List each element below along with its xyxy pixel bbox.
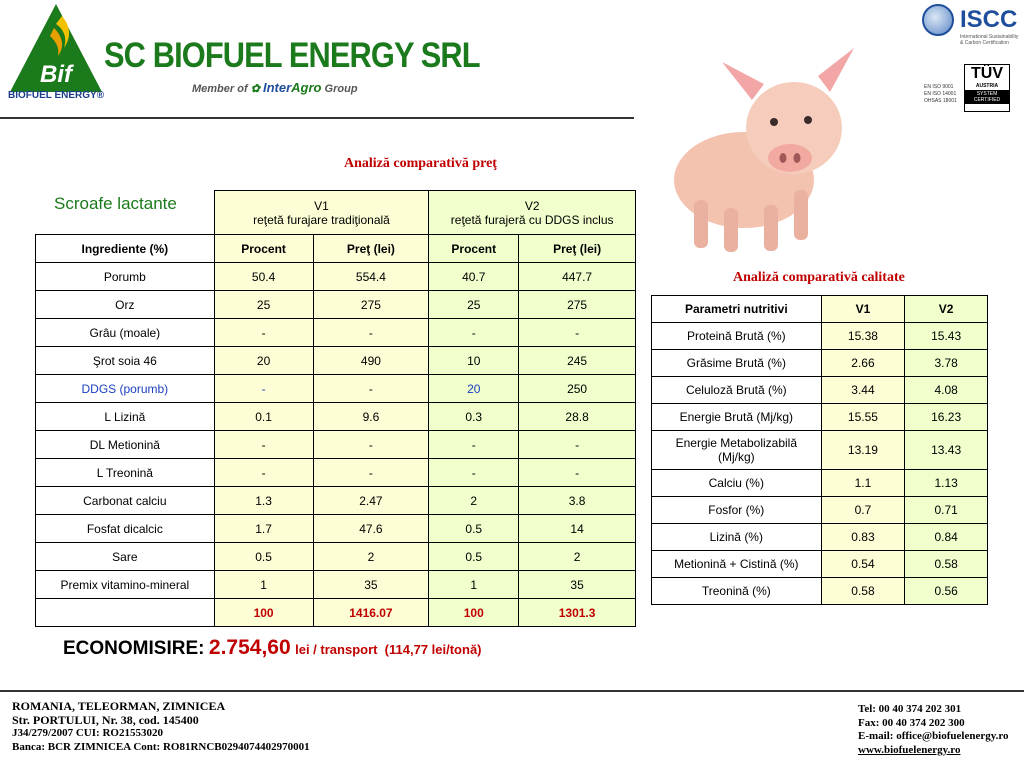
v2-percent: 2: [429, 487, 519, 515]
v1-price: 554.4: [313, 263, 429, 291]
v2-percent: 0.5: [429, 515, 519, 543]
v1-price: 9.6: [313, 403, 429, 431]
parameter-name: Lizină (%): [652, 524, 822, 551]
website-link[interactable]: www.biofuelenergy.ro: [858, 743, 961, 756]
v2-percent: -: [429, 459, 519, 487]
totals-label: [36, 599, 215, 627]
table-row: [652, 551, 988, 578]
ingredient-name: L Treonină: [36, 459, 215, 487]
v2-price: 28.8: [519, 403, 636, 431]
v2-percent: 25: [429, 291, 519, 319]
savings-value: 2.754,60: [208, 636, 291, 659]
table-row: [36, 543, 636, 571]
tuv-system: SYSTEM CERTIFIED: [965, 90, 1009, 104]
v2-title: V2: [524, 198, 540, 213]
v2-value: 0.71: [905, 497, 988, 524]
v2-price: 35: [519, 571, 636, 599]
v2-percent: -: [429, 431, 519, 459]
table-row: [36, 191, 636, 235]
table-row: [36, 263, 636, 291]
v1-price: 2: [313, 543, 429, 571]
pig-image: [644, 40, 864, 260]
col-v1-percent: Procent: [214, 235, 313, 263]
v1-subtitle: reţetă furajare tradiţională: [253, 212, 390, 227]
v1-percent: 50.4: [214, 263, 313, 291]
footer-divider: [0, 690, 1024, 692]
v2-percent: 1: [429, 571, 519, 599]
table-row: [36, 319, 636, 347]
ingredient-name: Grâu (moale): [36, 319, 215, 347]
v1-price: -: [313, 431, 429, 459]
v1-percent: 25: [214, 291, 313, 319]
address-line: Str. PORTULUI, Nr. 38, cod. 145400: [12, 712, 199, 727]
v1-price: -: [313, 459, 429, 487]
contact-tel: Tel: 00 40 374 202 301: [858, 703, 962, 715]
table-row: [652, 497, 988, 524]
col-v1-price: Preţ (lei): [313, 235, 429, 263]
contact-fax: Fax: 00 40 374 202 300: [858, 716, 965, 729]
iscc-subtitle: International Sustainability & Carbon Certification: [960, 34, 1019, 46]
footer-address: [12, 700, 310, 754]
v1-percent: -: [214, 431, 313, 459]
table-row: [652, 578, 988, 605]
parameter-name: Celuloză Brută (%): [652, 377, 822, 404]
parameter-name: Fosfor (%): [652, 497, 822, 524]
ingredient-name: Carbonat calciu: [36, 487, 215, 515]
v1-value: 0.83: [821, 524, 905, 551]
v1-value: 3.44: [821, 377, 905, 404]
table-row: [652, 377, 988, 404]
v1-percent: 0.5: [214, 543, 313, 571]
ingredient-name: Sare: [36, 543, 215, 571]
member-of-group: [192, 80, 358, 95]
v2-total-percent: 100: [429, 599, 519, 627]
member-of-label: Member of: [192, 83, 248, 95]
savings-label: ECONOMISIRE:: [63, 638, 205, 659]
price-table: [35, 190, 636, 627]
v2-value: 4.08: [905, 377, 988, 404]
v1-value: 13.19: [821, 431, 905, 470]
group-name-agro: Agro: [291, 80, 322, 95]
table-row: [36, 487, 636, 515]
v1-value: 0.58: [821, 578, 905, 605]
v2-percent: 10: [429, 347, 519, 375]
tuv-badge: [964, 64, 1010, 112]
table-corner: [36, 191, 215, 235]
v1-value: 0.54: [821, 551, 905, 578]
ingredient-name: Orz: [36, 291, 215, 319]
group-suffix: Group: [324, 83, 358, 95]
table-row: [36, 291, 636, 319]
table-header-row: [36, 235, 636, 263]
v1-total-price: 1416.07: [313, 599, 429, 627]
table-row: [36, 347, 636, 375]
v1-value: 15.55: [821, 404, 905, 431]
footer-contact: [858, 703, 1009, 757]
v2-price: 447.7: [519, 263, 636, 291]
v2-price: 3.8: [519, 487, 636, 515]
ingredient-name: Premix vitamino-mineral: [36, 571, 215, 599]
header-divider: [0, 117, 634, 119]
table-row: [36, 431, 636, 459]
contact-email[interactable]: E-mail: office@biofuelenergy.ro: [858, 730, 1009, 742]
table-row: [36, 375, 636, 403]
ingredient-name: L Lizină: [36, 403, 215, 431]
v2-total-price: 1301.3: [519, 599, 636, 627]
v2-price: -: [519, 431, 636, 459]
table-row: [36, 515, 636, 543]
iscc-badge: [922, 2, 1018, 54]
biofuel-logo-icon: [8, 2, 104, 98]
group-name-inter: Inter: [262, 80, 292, 95]
col-parameters: Parametri nutritivi: [652, 296, 822, 323]
table-row: [652, 350, 988, 377]
tuv-title: TÜV: [971, 65, 1003, 82]
logo-caption: BIOFUEL ENERGY®: [8, 90, 105, 101]
v1-percent: 1.7: [214, 515, 313, 543]
v2-percent: 40.7: [429, 263, 519, 291]
v1-percent: 20: [214, 347, 313, 375]
table-header-row: [652, 296, 988, 323]
v2-value: 3.78: [905, 350, 988, 377]
parameter-name: Energie Metabolizabilă (Mj/kg): [652, 431, 822, 470]
ingredient-name: Fosfat dicalcic: [36, 515, 215, 543]
v2-subtitle: reţetă furajeră cu DDGS inclus: [450, 212, 614, 227]
col-v2-price: Preţ (lei): [519, 235, 636, 263]
v2-price: -: [519, 319, 636, 347]
logo-mark-text: Bif: [40, 61, 72, 88]
v1-percent: 1: [214, 571, 313, 599]
parameter-name: Grăsime Brută (%): [652, 350, 822, 377]
v1-value: 2.66: [821, 350, 905, 377]
col-v2: V2: [905, 296, 988, 323]
v1-price: 275: [313, 291, 429, 319]
v2-value: 0.56: [905, 578, 988, 605]
v2-percent: -: [429, 319, 519, 347]
table-row: [36, 459, 636, 487]
v1-price: 2.47: [313, 487, 429, 515]
iso-line: OHSAS 18001: [924, 98, 957, 104]
v1-value: 15.38: [821, 323, 905, 350]
v2-price: 250: [519, 375, 636, 403]
parameter-name: Metionină + Cistină (%): [652, 551, 822, 578]
iso-line: EN ISO 9001: [924, 84, 954, 90]
interagro-icon: ✿: [250, 83, 260, 95]
v2-price: -: [519, 459, 636, 487]
price-analysis-title: Analiză comparativă preţ: [344, 156, 497, 171]
v1-price: -: [313, 319, 429, 347]
section-label: Scroafe lactante: [54, 194, 177, 213]
table-row: [652, 431, 988, 470]
table-row: [652, 470, 988, 497]
v2-price: 245: [519, 347, 636, 375]
v1-percent: -: [214, 459, 313, 487]
col-v1: V1: [821, 296, 905, 323]
ingredient-name: Porumb: [36, 263, 215, 291]
ingredient-name: DDGS (porumb): [36, 375, 215, 403]
table-row: [652, 323, 988, 350]
v2-price: 2: [519, 543, 636, 571]
v1-value: 1.1: [821, 470, 905, 497]
v1-price: 35: [313, 571, 429, 599]
quality-analysis-title: Analiză comparativă calitate: [733, 270, 905, 285]
ingredient-name: DL Metionină: [36, 431, 215, 459]
globe-icon: [922, 4, 954, 36]
table-row: [652, 404, 988, 431]
table-row: [36, 403, 636, 431]
v2-percent: 0.5: [429, 543, 519, 571]
address-line: Banca: BCR ZIMNICEA Cont: RO81RNCB0294074402970001: [12, 740, 310, 753]
iso-standards: [924, 84, 957, 105]
v1-total-percent: 100: [214, 599, 313, 627]
address-line: J34/279/2007 CUI: RO21553020: [12, 727, 163, 739]
v2-value: 0.58: [905, 551, 988, 578]
table-row: [36, 571, 636, 599]
v2-value: 1.13: [905, 470, 988, 497]
v1-title: V1: [314, 198, 329, 213]
company-name: SC BIOFUEL ENERGY SRL: [104, 36, 480, 75]
address-line: ROMANIA, TELEORMAN, ZIMNICEA: [12, 699, 226, 713]
v1-percent: 1.3: [214, 487, 313, 515]
v1-price: 47.6: [313, 515, 429, 543]
v2-value: 13.43: [905, 431, 988, 470]
quality-table: [651, 295, 988, 605]
col-ingredients: Ingrediente (%): [36, 235, 215, 263]
v2-price: 14: [519, 515, 636, 543]
ingredient-name: Şrot soia 46: [36, 347, 215, 375]
iscc-title: ISCC: [960, 6, 1018, 33]
v1-percent: 0.1: [214, 403, 313, 431]
parameter-name: Energie Brută (Mj/kg): [652, 404, 822, 431]
v2-price: 275: [519, 291, 636, 319]
v1-percent: -: [214, 319, 313, 347]
parameter-name: Treonină (%): [652, 578, 822, 605]
v1-percent: -: [214, 375, 313, 403]
v1-value: 0.7: [821, 497, 905, 524]
v1-price: 490: [313, 347, 429, 375]
iso-line: EN ISO 14001: [924, 91, 957, 97]
tuv-country: AUSTRIA: [975, 83, 999, 89]
col-v2-percent: Procent: [429, 235, 519, 263]
v2-percent: 20: [429, 375, 519, 403]
parameter-name: Calciu (%): [652, 470, 822, 497]
totals-row: [36, 599, 636, 627]
savings-unit: lei / transport (114,77 lei/tonă): [295, 642, 482, 657]
v2-value: 16.23: [905, 404, 988, 431]
v1-price: -: [313, 375, 429, 403]
v2-percent: 0.3: [429, 403, 519, 431]
table-row: [652, 524, 988, 551]
v2-header: [429, 191, 636, 235]
v1-header: [214, 191, 429, 235]
v2-value: 0.84: [905, 524, 988, 551]
parameter-name: Proteină Brută (%): [652, 323, 822, 350]
savings-line: [63, 636, 482, 660]
v2-value: 15.43: [905, 323, 988, 350]
